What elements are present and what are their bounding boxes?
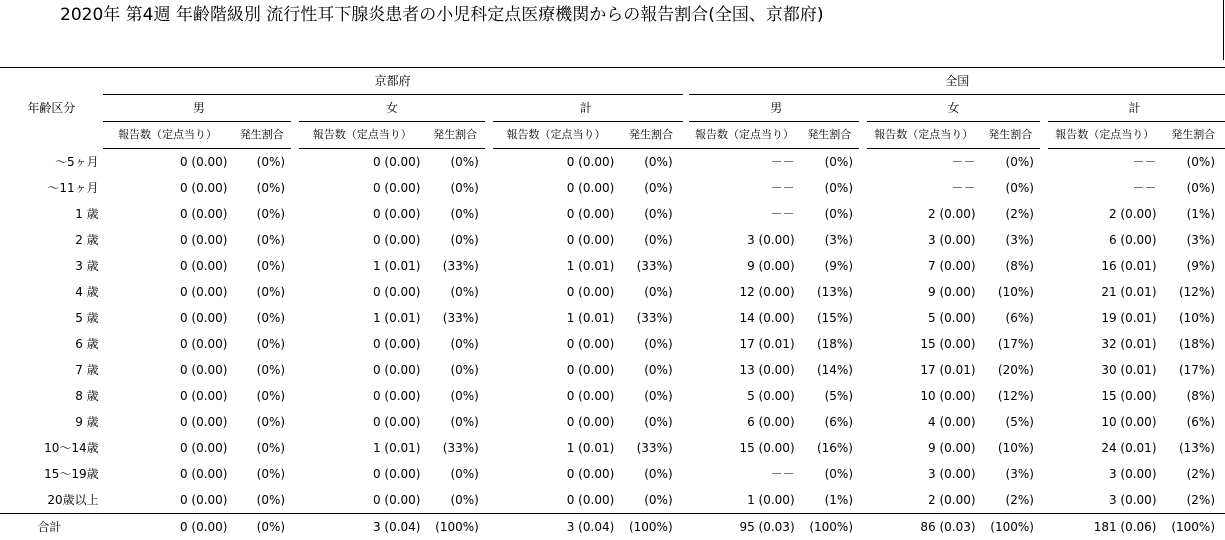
- report-cell: 30 (0.01): [1044, 357, 1162, 383]
- region-gap: [683, 279, 690, 305]
- rate-cell: (33%): [425, 253, 488, 279]
- report-cell: 0 (0.00): [489, 409, 619, 435]
- rate-cell: (0%): [619, 487, 682, 514]
- region-gap: [683, 175, 690, 201]
- age-cell: 15～19歳: [0, 461, 103, 487]
- col-report-header: 報告数（定点当り）: [295, 122, 425, 149]
- rate-cell: (2%): [1162, 487, 1225, 514]
- table-row: [0, 357, 1225, 383]
- rate-cell: (33%): [425, 435, 488, 461]
- report-cell: 0 (0.00): [295, 461, 425, 487]
- report-cell: 12 (0.00): [689, 279, 799, 305]
- rate-cell: (3%): [981, 461, 1044, 487]
- rate-cell: (8%): [981, 253, 1044, 279]
- rate-cell: (0%): [425, 201, 488, 227]
- rate-cell: (6%): [981, 305, 1044, 331]
- rate-cell: (0%): [425, 331, 488, 357]
- rate-cell: (100%): [1162, 514, 1225, 540]
- rate-cell: (100%): [981, 514, 1044, 540]
- report-cell: 0 (0.00): [295, 331, 425, 357]
- report-cell: 0 (0.00): [103, 253, 233, 279]
- report-cell: 4 (0.00): [863, 409, 981, 435]
- report-cell: 0 (0.00): [103, 357, 233, 383]
- rate-cell: (0%): [800, 461, 863, 487]
- report-cell: 14 (0.00): [689, 305, 799, 331]
- col-report-header: 報告数（定点当り）: [689, 122, 799, 149]
- rate-cell: (3%): [981, 227, 1044, 253]
- age-cell: 7 歳: [0, 357, 103, 383]
- report-cell: －－: [689, 461, 799, 487]
- rate-cell: (0%): [425, 227, 488, 253]
- report-cell: 1 (0.01): [295, 253, 425, 279]
- col-rate-header: 発生割合: [619, 122, 682, 149]
- rate-cell: (10%): [1162, 305, 1225, 331]
- report-cell: 1 (0.01): [489, 435, 619, 461]
- report-cell: 181 (0.06): [1044, 514, 1162, 540]
- age-cell: 2 歳: [0, 227, 103, 253]
- report-cell: 95 (0.03): [689, 514, 799, 540]
- table-row: [0, 487, 1225, 514]
- age-cell: ～5ヶ月: [0, 149, 103, 176]
- table-row: [0, 201, 1225, 227]
- rate-cell: (12%): [981, 383, 1044, 409]
- table-row: [0, 149, 1225, 176]
- report-cell: 19 (0.01): [1044, 305, 1162, 331]
- region-gap: [683, 409, 690, 435]
- age-cell: 8 歳: [0, 383, 103, 409]
- rate-cell: (0%): [425, 409, 488, 435]
- table-row: [0, 409, 1225, 435]
- report-cell: 0 (0.00): [103, 461, 233, 487]
- rate-cell: (0%): [1162, 175, 1225, 201]
- age-cell: 10～14歳: [0, 435, 103, 461]
- rate-cell: (0%): [232, 461, 295, 487]
- rate-cell: (9%): [1162, 253, 1225, 279]
- rate-cell: (0%): [425, 487, 488, 514]
- rate-cell: (1%): [1162, 201, 1225, 227]
- report-cell: 0 (0.00): [489, 279, 619, 305]
- report-cell: 0 (0.00): [295, 487, 425, 514]
- report-cell: 0 (0.00): [489, 383, 619, 409]
- report-cell: 3 (0.00): [863, 461, 981, 487]
- region-gap: [683, 149, 690, 176]
- mumps-age-table: [0, 67, 1225, 540]
- rate-cell: (0%): [425, 461, 488, 487]
- report-cell: 3 (0.00): [689, 227, 799, 253]
- report-cell: 7 (0.00): [863, 253, 981, 279]
- col-report-header: 報告数（定点当り）: [103, 122, 233, 149]
- region-gap: [683, 487, 690, 514]
- report-cell: 0 (0.00): [103, 227, 233, 253]
- report-cell: 0 (0.00): [103, 175, 233, 201]
- rate-cell: (5%): [800, 383, 863, 409]
- rate-cell: (18%): [800, 331, 863, 357]
- rate-cell: (0%): [232, 514, 295, 540]
- report-cell: －－: [863, 175, 981, 201]
- report-cell: 0 (0.00): [489, 487, 619, 514]
- rate-cell: (0%): [619, 175, 682, 201]
- rate-cell: (0%): [425, 149, 488, 176]
- rate-cell: (0%): [232, 305, 295, 331]
- table-row: [0, 461, 1225, 487]
- rate-cell: (0%): [232, 227, 295, 253]
- region-zenkoku-header: 全国: [689, 68, 1225, 95]
- report-cell: 0 (0.00): [103, 487, 233, 514]
- table-row: [0, 383, 1225, 409]
- rate-cell: (18%): [1162, 331, 1225, 357]
- rate-cell: (0%): [232, 409, 295, 435]
- region-kyoto-header: 京都府: [103, 68, 683, 95]
- rate-cell: (0%): [232, 201, 295, 227]
- region-gap: [683, 68, 690, 95]
- report-cell: 2 (0.00): [863, 201, 981, 227]
- rate-cell: (14%): [800, 357, 863, 383]
- region-gap: [683, 331, 690, 357]
- region-gap: [683, 514, 690, 540]
- rate-cell: (0%): [619, 149, 682, 176]
- report-cell: 0 (0.00): [295, 175, 425, 201]
- rate-cell: (0%): [1162, 149, 1225, 176]
- report-cell: 0 (0.00): [295, 409, 425, 435]
- report-cell: 0 (0.00): [489, 357, 619, 383]
- age-cell: 4 歳: [0, 279, 103, 305]
- report-cell: －－: [1044, 175, 1162, 201]
- table-row: [0, 435, 1225, 461]
- report-cell: 0 (0.00): [489, 149, 619, 176]
- rate-cell: (0%): [619, 279, 682, 305]
- region-header-row: [0, 68, 1225, 95]
- report-cell: 24 (0.01): [1044, 435, 1162, 461]
- rate-cell: (5%): [981, 409, 1044, 435]
- report-cell: 6 (0.00): [1044, 227, 1162, 253]
- report-cell: 0 (0.00): [489, 201, 619, 227]
- age-cell: ～11ヶ月: [0, 175, 103, 201]
- kyoto-male-header: 男: [103, 95, 295, 122]
- rate-cell: (0%): [232, 487, 295, 514]
- report-cell: 5 (0.00): [863, 305, 981, 331]
- report-cell: 0 (0.00): [489, 461, 619, 487]
- zenkoku-male-header: 男: [689, 95, 863, 122]
- rate-cell: (0%): [619, 461, 682, 487]
- page-title: 2020年 第4週 年齢階級別 流行性耳下腺炎患者の小児科定点医療機関からの報告割合(全国、京都府): [60, 4, 824, 26]
- report-cell: －－: [689, 149, 799, 176]
- report-cell: 3 (0.00): [1044, 487, 1162, 514]
- report-cell: 6 (0.00): [689, 409, 799, 435]
- rate-cell: (33%): [425, 305, 488, 331]
- report-cell: 0 (0.00): [103, 149, 233, 176]
- age-cell: 合計: [0, 514, 103, 540]
- rate-cell: (17%): [1162, 357, 1225, 383]
- report-cell: －－: [689, 175, 799, 201]
- rate-cell: (100%): [619, 514, 682, 540]
- rate-cell: (0%): [232, 149, 295, 176]
- rate-cell: (0%): [232, 435, 295, 461]
- report-cell: 0 (0.00): [103, 305, 233, 331]
- report-cell: 17 (0.01): [863, 357, 981, 383]
- rate-cell: (100%): [425, 514, 488, 540]
- rate-cell: (2%): [981, 201, 1044, 227]
- table-row: [0, 227, 1225, 253]
- report-cell: 2 (0.00): [1044, 201, 1162, 227]
- region-gap: [683, 305, 690, 331]
- rate-cell: (12%): [1162, 279, 1225, 305]
- kyoto-total-header: 計: [489, 95, 683, 122]
- age-group-header: 年齢区分: [0, 68, 103, 149]
- age-cell: 20歳以上: [0, 487, 103, 514]
- report-cell: 3 (0.00): [863, 227, 981, 253]
- rate-cell: (10%): [981, 279, 1044, 305]
- report-cell: 15 (0.00): [689, 435, 799, 461]
- report-cell: 0 (0.00): [103, 331, 233, 357]
- sex-header-row: [0, 95, 1225, 122]
- rate-cell: (0%): [232, 175, 295, 201]
- report-cell: 86 (0.03): [863, 514, 981, 540]
- rate-cell: (33%): [619, 305, 682, 331]
- report-cell: 0 (0.00): [103, 409, 233, 435]
- age-cell: 9 歳: [0, 409, 103, 435]
- report-cell: －－: [689, 201, 799, 227]
- report-cell: 21 (0.01): [1044, 279, 1162, 305]
- report-cell: 9 (0.00): [863, 279, 981, 305]
- rate-cell: (16%): [800, 435, 863, 461]
- col-rate-header: 発生割合: [1162, 122, 1225, 149]
- report-cell: 32 (0.01): [1044, 331, 1162, 357]
- report-cell: 0 (0.00): [295, 357, 425, 383]
- report-cell: 0 (0.00): [103, 383, 233, 409]
- report-cell: 10 (0.00): [863, 383, 981, 409]
- rate-cell: (0%): [619, 331, 682, 357]
- rate-cell: (13%): [1162, 435, 1225, 461]
- report-cell: 2 (0.00): [863, 487, 981, 514]
- rate-cell: (0%): [232, 331, 295, 357]
- report-cell: 3 (0.00): [1044, 461, 1162, 487]
- col-rate-header: 発生割合: [232, 122, 295, 149]
- report-cell: 13 (0.00): [689, 357, 799, 383]
- report-cell: 0 (0.00): [489, 331, 619, 357]
- column-header-row: [0, 122, 1225, 149]
- report-cell: 1 (0.01): [489, 253, 619, 279]
- region-gap: [683, 461, 690, 487]
- age-cell: 6 歳: [0, 331, 103, 357]
- age-cell: 1 歳: [0, 201, 103, 227]
- rate-cell: (3%): [800, 227, 863, 253]
- rate-cell: (0%): [425, 357, 488, 383]
- report-cell: 0 (0.00): [295, 279, 425, 305]
- table-row: [0, 253, 1225, 279]
- report-cell: 1 (0.01): [295, 305, 425, 331]
- rate-cell: (1%): [800, 487, 863, 514]
- report-cell: 0 (0.00): [103, 279, 233, 305]
- col-rate-header: 発生割合: [981, 122, 1044, 149]
- rate-cell: (2%): [981, 487, 1044, 514]
- report-cell: 16 (0.01): [1044, 253, 1162, 279]
- report-cell: 0 (0.00): [295, 227, 425, 253]
- rate-cell: (0%): [425, 175, 488, 201]
- report-cell: 0 (0.00): [103, 514, 233, 540]
- table-row: [0, 331, 1225, 357]
- total-row: [0, 514, 1225, 540]
- rate-cell: (0%): [619, 201, 682, 227]
- region-gap: [683, 435, 690, 461]
- rate-cell: (33%): [619, 253, 682, 279]
- col-rate-header: 発生割合: [800, 122, 863, 149]
- report-cell: 17 (0.01): [689, 331, 799, 357]
- report-cell: 0 (0.00): [295, 383, 425, 409]
- rate-cell: (100%): [800, 514, 863, 540]
- zenkoku-female-header: 女: [863, 95, 1044, 122]
- rate-cell: (3%): [1162, 227, 1225, 253]
- report-cell: 3 (0.04): [295, 514, 425, 540]
- report-cell: 1 (0.01): [489, 305, 619, 331]
- report-cell: 0 (0.00): [489, 175, 619, 201]
- report-cell: 0 (0.00): [489, 227, 619, 253]
- rate-cell: (0%): [800, 175, 863, 201]
- report-cell: －－: [1044, 149, 1162, 176]
- table-row: [0, 279, 1225, 305]
- region-gap: [683, 357, 690, 383]
- col-report-header: 報告数（定点当り）: [489, 122, 619, 149]
- report-cell: －－: [863, 149, 981, 176]
- rate-cell: (0%): [425, 383, 488, 409]
- report-cell: 1 (0.01): [295, 435, 425, 461]
- zenkoku-total-header: 計: [1044, 95, 1225, 122]
- rate-cell: (33%): [619, 435, 682, 461]
- rate-cell: (0%): [619, 409, 682, 435]
- rate-cell: (0%): [232, 357, 295, 383]
- region-gap: [683, 201, 690, 227]
- age-cell: 3 歳: [0, 253, 103, 279]
- rate-cell: (0%): [981, 149, 1044, 176]
- rate-cell: (10%): [981, 435, 1044, 461]
- rate-cell: (0%): [232, 279, 295, 305]
- table-row: [0, 305, 1225, 331]
- rate-cell: (6%): [800, 409, 863, 435]
- age-cell: 5 歳: [0, 305, 103, 331]
- report-cell: 0 (0.00): [295, 149, 425, 176]
- report-cell: 3 (0.04): [489, 514, 619, 540]
- col-report-header: 報告数（定点当り）: [1044, 122, 1162, 149]
- frame-border: [1223, 0, 1224, 60]
- rate-cell: (0%): [800, 149, 863, 176]
- rate-cell: (20%): [981, 357, 1044, 383]
- region-gap: [683, 253, 690, 279]
- rate-cell: (0%): [619, 383, 682, 409]
- rate-cell: (15%): [800, 305, 863, 331]
- rate-cell: (0%): [981, 175, 1044, 201]
- report-cell: 15 (0.00): [1044, 383, 1162, 409]
- rate-cell: (6%): [1162, 409, 1225, 435]
- report-cell: 0 (0.00): [103, 201, 233, 227]
- rate-cell: (0%): [619, 227, 682, 253]
- rate-cell: (0%): [425, 279, 488, 305]
- report-cell: 1 (0.00): [689, 487, 799, 514]
- report-cell: 0 (0.00): [103, 435, 233, 461]
- rate-cell: (0%): [232, 383, 295, 409]
- col-rate-header: 発生割合: [425, 122, 488, 149]
- region-gap: [683, 227, 690, 253]
- table-body: [0, 149, 1225, 540]
- kyoto-female-header: 女: [295, 95, 489, 122]
- rate-cell: (0%): [800, 201, 863, 227]
- report-cell: 9 (0.00): [689, 253, 799, 279]
- rate-cell: (13%): [800, 279, 863, 305]
- rate-cell: (2%): [1162, 461, 1225, 487]
- rate-cell: (17%): [981, 331, 1044, 357]
- rate-cell: (8%): [1162, 383, 1225, 409]
- rate-cell: (9%): [800, 253, 863, 279]
- table-row: [0, 175, 1225, 201]
- report-cell: 0 (0.00): [295, 201, 425, 227]
- col-report-header: 報告数（定点当り）: [863, 122, 981, 149]
- region-gap: [683, 383, 690, 409]
- report-cell: 5 (0.00): [689, 383, 799, 409]
- report-cell: 10 (0.00): [1044, 409, 1162, 435]
- report-cell: 15 (0.00): [863, 331, 981, 357]
- report-cell: 9 (0.00): [863, 435, 981, 461]
- rate-cell: (0%): [232, 253, 295, 279]
- rate-cell: (0%): [619, 357, 682, 383]
